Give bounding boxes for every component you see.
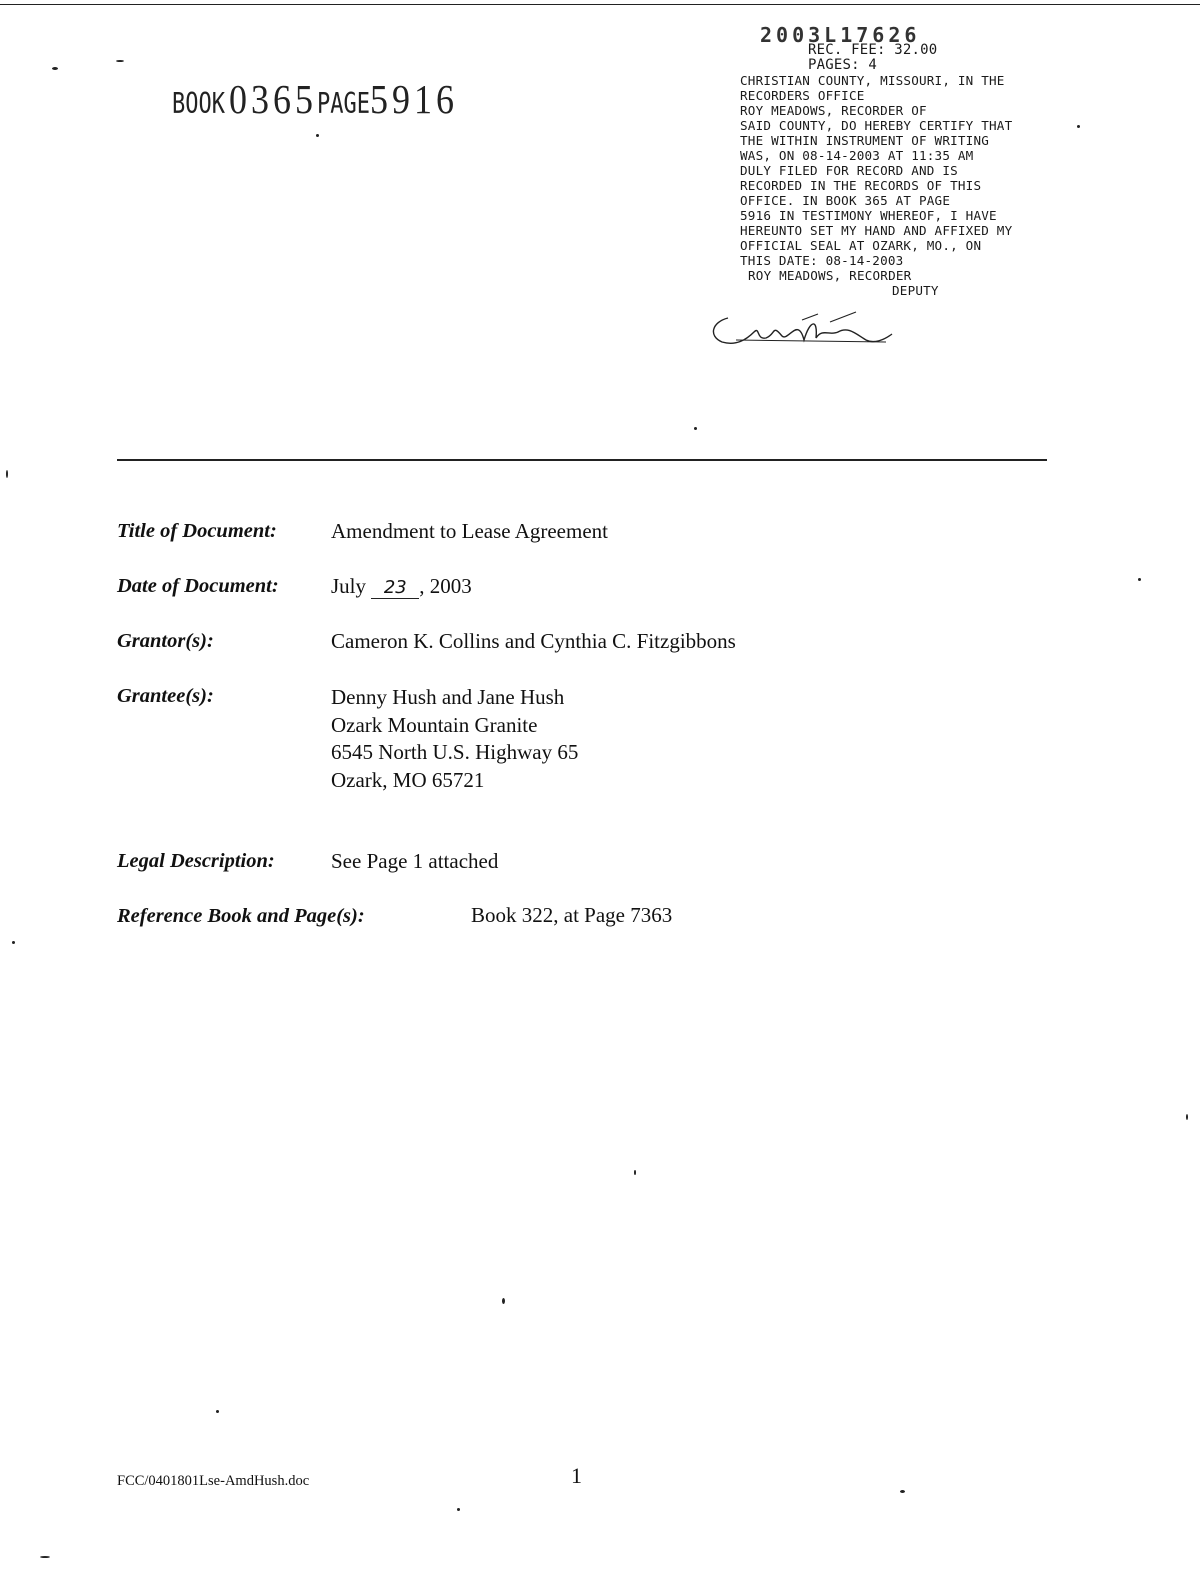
document-number: 2003L17626 (760, 23, 921, 47)
grantee-block (331, 684, 578, 794)
scan-speck (1138, 578, 1141, 581)
section-divider (117, 459, 1047, 461)
grantor-value: Cameron K. Collins and Cynthia C. Fitzgibbons (331, 629, 736, 653)
grantee-company: Ozark Mountain Granite (331, 712, 538, 737)
certification-line: 5916 IN TESTIMONY WHEREOF, I HAVE (740, 208, 997, 223)
deputy-signature (706, 310, 896, 352)
top-scan-edge (0, 0, 1200, 5)
grantee-label: Grantee(s): (117, 685, 214, 707)
scan-speck (694, 427, 697, 430)
grantor-label: Grantor(s): (117, 630, 214, 652)
book-number: 0365 (228, 76, 317, 122)
date-year: , 2003 (419, 574, 472, 598)
recorder-certification-stamp (740, 23, 1040, 298)
scan-speck (1186, 1114, 1188, 1120)
certification-line: DULY FILED FOR RECORD AND IS (740, 163, 958, 178)
date-value (331, 574, 472, 599)
recorder-name-line: ROY MEADOWS, RECORDER (748, 268, 912, 283)
scan-speck (634, 1170, 636, 1175)
scan-speck (52, 67, 58, 70)
certification-line: RECORDERS OFFICE (740, 88, 865, 103)
footer-page-number: 1 (571, 1463, 582, 1488)
page-number-stamp: 5916 (369, 76, 458, 122)
certification-line: OFFICIAL SEAL AT OZARK, MO., ON (740, 238, 982, 253)
certification-line: ROY MEADOWS, RECORDER OF (740, 103, 927, 118)
scan-speck (116, 60, 124, 62)
certification-line: THE WITHIN INSTRUMENT OF WRITING (740, 133, 990, 148)
reference-label: Reference Book and Page(s): (117, 905, 365, 927)
scan-speck (1077, 125, 1080, 128)
reference-value: Book 322, at Page 7363 (471, 903, 673, 927)
certification-line: RECORDED IN THE RECORDS OF THIS (740, 178, 982, 193)
scan-speck (40, 1556, 50, 1558)
scan-speck (316, 134, 319, 137)
title-label: Title of Document: (117, 520, 277, 542)
page-count: PAGES: 4 (808, 57, 878, 73)
scan-speck (6, 470, 8, 478)
grantee-city: Ozark, MO 65721 (331, 767, 485, 792)
legal-description-label: Legal Description: (117, 850, 275, 872)
certification-line: SAID COUNTY, DO HEREBY CERTIFY THAT (740, 118, 1013, 133)
date-label: Date of Document: (117, 575, 279, 597)
book-label: BOOK (172, 88, 225, 121)
scan-speck (216, 1410, 219, 1413)
book-page-stamp (172, 78, 458, 120)
certification-line: OFFICE. IN BOOK 365 AT PAGE (740, 193, 951, 208)
scan-speck (457, 1508, 460, 1511)
date-day-handwritten: 23 (371, 578, 419, 599)
scan-speck (12, 941, 15, 944)
date-month: July (331, 574, 367, 598)
certification-line: THIS DATE: 08-14-2003 (740, 253, 904, 268)
certification-line: CHRISTIAN COUNTY, MISSOURI, IN THE (740, 73, 1005, 88)
grantee-street: 6545 North U.S. Highway 65 (331, 740, 579, 764)
scan-speck (502, 1298, 505, 1304)
grantee-names: Denny Hush and Jane Hush (331, 685, 565, 709)
footer-filename: FCC/0401801Lse-AmdHush.doc (117, 1473, 310, 1489)
title-value: Amendment to Lease Agreement (331, 519, 608, 543)
scan-speck (900, 1490, 905, 1493)
recording-fee: REC. FEE: 32.00 (808, 42, 938, 58)
certification-line: WAS, ON 08-14-2003 AT 11:35 AM (740, 148, 974, 163)
deputy-label: DEPUTY (892, 283, 939, 298)
page-label: PAGE (316, 88, 370, 121)
legal-description-value: See Page 1 attached (331, 849, 499, 873)
certification-line: HEREUNTO SET MY HAND AND AFFIXED MY (740, 223, 1013, 238)
